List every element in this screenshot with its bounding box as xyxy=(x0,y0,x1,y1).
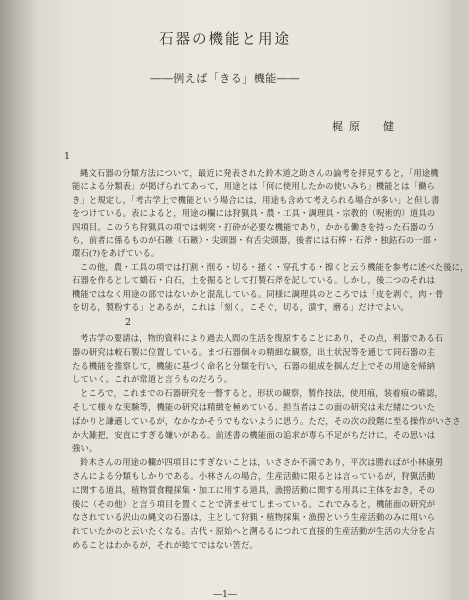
text-line: そして様々な実験等，機能の研究は精緻を極めている。担当者はこの面の研究は未だ緒についた xyxy=(72,402,436,412)
text-line: この他，農・工具の項では打割・削る・切る・掻く・穿孔する・擦くと云う機能を参考に述べた後に， xyxy=(80,261,469,272)
text-line: 強い。 xyxy=(72,443,98,454)
text-line: 器の研究は較石製に位置している。まづ石器個々の精細な観察，出土状況等を通じて同石器の主 xyxy=(72,346,436,357)
text-line: き」と規定し，「考古学上で機能という場合には，用途も含めて考えられる場合が多い」と但し書 xyxy=(72,194,440,205)
text-line: めることはわかるが，それが総てではない筈だ。 xyxy=(72,540,258,550)
text-line: 後に（その他）と言う項目を置くことで済ませてしまっている。これでみると，機能面の研究が xyxy=(72,498,436,509)
section-number-1: 1 xyxy=(64,151,71,162)
text-line: 環石(?)をあげている。 xyxy=(72,248,160,259)
article-title: 石器の機能と用途 xyxy=(159,32,291,48)
text-line: 考古学の要請は，物的資料により過去人間の生活を復原することにあり，その点，利器である石 xyxy=(80,333,444,343)
text-line: をつけている。表によると，用途の欄には狩猟具・農・工具・調理具・宗教的（呪術的）道具の xyxy=(72,208,436,219)
page-number: ―1― xyxy=(213,590,237,600)
text-line: 石器を作るとして鶴石・白石，土を掘るとして打製石斧を記している。しかし，後二つのそれは xyxy=(72,275,436,286)
text-line: か大雑把，安直にすぎる嫌いがある。前述書の機能面の追求が専ら不足がちだけに，その思いは xyxy=(72,429,436,440)
text-line: ばかりと謙遜しているが，なかなかそうでもないように思う。ただ，その次の段階に至る操作がいささ xyxy=(72,415,461,426)
text-line: さんによる分類もしかりである。小林さんの場合，生産活動に限るとは言っているが，狩猟活動 xyxy=(72,471,436,481)
text-line: ち，前者に係るものが石鏃（石鏃）・尖頭器・有舌尖頭器，後者には石棒・石斧・独鈷石の一部・ xyxy=(72,235,440,245)
document-page xyxy=(40,28,469,600)
text-line: れていたかのと云いたくなる。古代・原始へと溯るるにつれて直接的生産活動が生活の大分を占 xyxy=(72,526,436,537)
text-line: 縄文石器の分類方法について，最近に発表された鈴木道之助さんの論考を拝見すると，「用途機 xyxy=(80,168,439,178)
text-line: していく。これが常道と言うものだろう。 xyxy=(72,374,233,385)
text-line: ところで，これまでの石器研究を一瞥すると，形状の観察，製作技法，使用痕，装着痕の確認， xyxy=(80,388,443,399)
section-number-2: 2 xyxy=(125,317,132,328)
text-line: たる機能を推察して，機能に基づく命名と分類を行い，石器の組成を掴んだ上でその用途を帰納 xyxy=(72,360,436,371)
article-subtitle: ――例えば「きる」機能―― xyxy=(150,72,300,85)
text-line: 四項目。このうち狩猟具の項では刺突・打砕が必要な機能であり，かかる働きを持った石器のう xyxy=(72,221,436,232)
text-line: に関する道具，植物質食糧採集・加工に用する道具，漁撈活動に関する用具に主体をおき，その xyxy=(72,484,435,495)
text-line: を切る，製粉する」とあるが，これは「刻く，こそぐ，切る，潰す，磨る」だけでよい。 xyxy=(72,302,409,312)
text-line: 能による分類表」が掲げられてあって，用途とは「何に使用したかの使いみち」機能とは「働ら xyxy=(72,181,435,192)
text-line: 鈴木さんの用途の欄が四項目にすぎないことは，いささか不満であり，平次は勝ればが小林康男 xyxy=(80,457,444,468)
author-name: 梶原 健 xyxy=(332,120,400,133)
text-line: 機能ではなく用途の部ではないかと混乱している。同様に調理具のところでは「皮を剥ぐ，肉・骨 xyxy=(72,288,444,299)
text-line: なされている沢山の縄文の石器は，主として狩猟・植物採集・漁撈という生産活動のみに用いら xyxy=(72,512,436,523)
